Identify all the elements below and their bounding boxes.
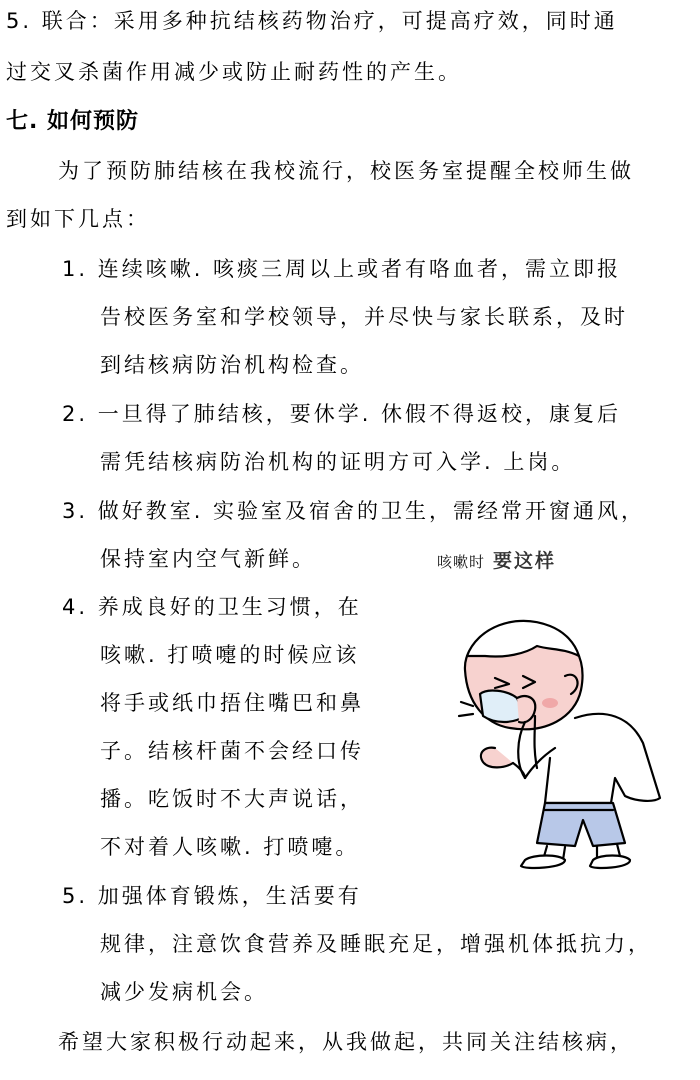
caption-big: 要这样	[493, 550, 557, 572]
list-item-2-line-1: 2. 一旦得了肺结核，要休学. 休假不得返校，康复后	[62, 402, 622, 426]
list-item-1-line-2: 告校医务室和学校领导，并尽快与家长联系，及时	[100, 305, 628, 329]
list-item-4-line-4: 子。结核杆菌不会经口传	[100, 739, 364, 763]
list-item-3-line-1: 3. 做好教室. 实验室及宿舍的卫生，需经常开窗通风，	[62, 499, 646, 523]
list-item-4-line-5: 播。吃饭时不大声说话，	[100, 787, 364, 811]
text-line-1: 5. 联合：采用多种抗结核药物治疗，可提高疗效，同时通	[6, 9, 618, 33]
list-item-4-line-6: 不对着人咳嗽. 打喷嚏。	[100, 835, 360, 859]
text-line-5: 到如下几点：	[6, 207, 150, 231]
caption-small: 咳嗽时	[437, 553, 486, 571]
list-item-5-line-2: 规律，注意饮食营养及睡眠充足，增强机体抵抗力，	[100, 932, 652, 956]
list-item-2-line-2: 需凭结核病防治机构的证明方可入学. 上岗。	[100, 450, 576, 474]
illustration-caption	[437, 547, 556, 576]
list-item-5-line-3: 减少发病机会。	[100, 980, 268, 1004]
list-item-4-line-2: 咳嗽. 打喷嚏的时候应该	[100, 643, 360, 667]
list-item-4-line-3: 将手或纸巾捂住嘴巴和鼻	[100, 691, 364, 715]
list-item-5-line-1: 5. 加强体育锻炼，生活要有	[62, 884, 362, 908]
closing-line: 希望大家积极行动起来，从我做起，共同关注结核病，	[58, 1030, 634, 1054]
list-item-1-line-1: 1. 连续咳嗽. 咳痰三周以上或者有咯血者，需立即报	[62, 257, 622, 281]
list-item-1-line-3: 到结核病防治机构检查。	[100, 353, 364, 377]
person-covering-cough-icon	[425, 598, 695, 878]
list-item-3-line-2: 保持室内空气新鲜。	[100, 547, 316, 571]
section-heading: 七. 如何预防	[6, 109, 140, 134]
text-line-2: 过交叉杀菌作用减少或防止耐药性的产生。	[6, 60, 462, 84]
text-line-4: 为了预防肺结核在我校流行，校医务室提醒全校师生做	[58, 159, 634, 183]
list-item-4-line-1: 4. 养成良好的卫生习惯，在	[62, 595, 362, 619]
